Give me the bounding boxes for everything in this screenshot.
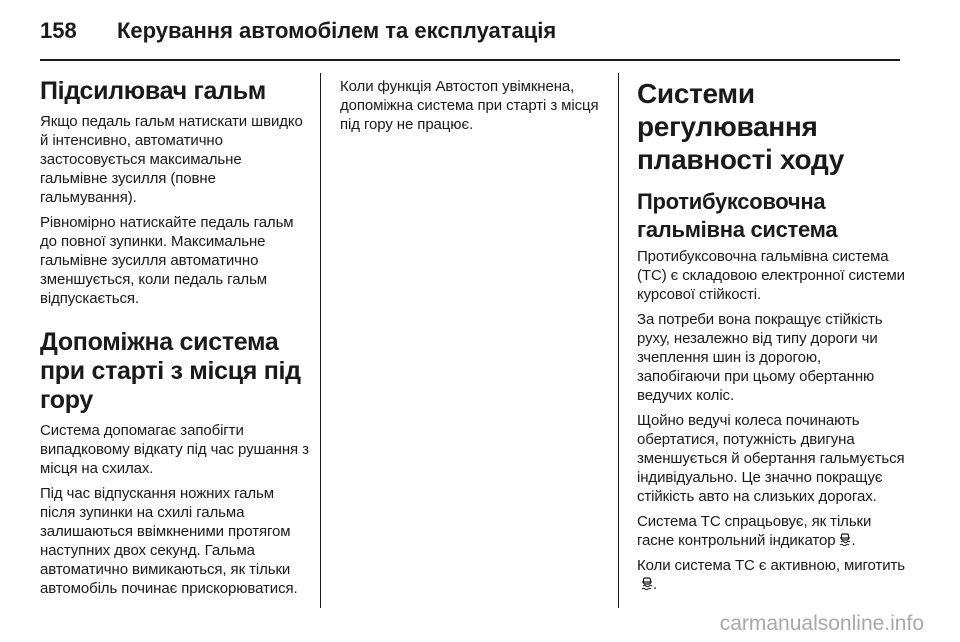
paragraph-hill-start-2: Під час відпускання ножних гальм після зупинки на схилі гальма залишаються ввімкненими протягом наступних двох секунд. Гальма автоматично вимикаються, як тільки автомобіль починає прискорюватися. [40,485,298,597]
heading-brake-assist: Підсилювач гальм [40,77,266,105]
watermark: carmanualsonline.info [719,612,924,635]
heading-hill-start-assist: Допоміжна система при старті з місця під гору [40,328,301,414]
paragraph-tc-4 [637,512,907,550]
paragraph-tc-1: Протибуксовочна гальмівна система (TC) є складовою електронної системи курсової стійкості. [637,248,905,303]
page-header [40,12,900,52]
tc-4-text: Система TC спрацьовує, як тільки гасне контрольний індикатор [637,513,872,549]
paragraph-tc-5 [637,556,907,594]
skid-car-indicator-icon [641,577,653,590]
running-title: Керування автомобілем та експлуатація [117,18,557,43]
skid-car-indicator-icon [839,533,851,546]
paragraph-brake-assist-2: Рівномірно натискайте педаль гальм до повної зупинки. Максимальне гальмівне зусилля автоматично зменшується, коли педаль гальм відпускається. [40,214,294,307]
heading-traction-control: Протибуксовочна гальмівна система [637,189,838,242]
tc-4-end: . [851,532,856,549]
paragraph-tc-3: Щойно ведучі колеса починають обертатися, потужність двигуна зменшується й обертання гальмується індивідуально. Це значно покращує стійкість авто на слизьких дорогах. [637,412,905,505]
spacer [40,314,310,328]
paragraph-tc-2: За потреби вона покращує стійкість руху, незалежно від типу дороги чи зчеплення шин із дорогою, запобігаючи при цьому обертанню ведучих коліс. [637,311,883,404]
header-rule [40,59,900,61]
tc-5-text: Коли система TC є активною, миготить [637,557,905,574]
column-2 [340,77,605,140]
paragraph-hill-start-1: Система допомагає запобігти випадковому відкату під час рушання з місця на схилах. [40,422,309,477]
column-divider-1 [320,73,321,608]
tc-5-end: . [653,576,658,593]
column-1 [40,77,310,604]
paragraph-autostop-note: Коли функція Автостоп увімкнена, допоміжна система при старті з місця під гору не працює. [340,78,599,133]
heading-ride-control: Системи регулювання плавності ходу [637,78,845,175]
page-number: 158 [40,18,77,43]
column-3 [637,77,907,600]
paragraph-brake-assist-1: Якщо педаль гальм натискати швидко й інтенсивно, автоматично застосовується максимальне гальмівне зусилля (повне гальмування). [40,113,303,206]
column-divider-2 [618,73,619,608]
